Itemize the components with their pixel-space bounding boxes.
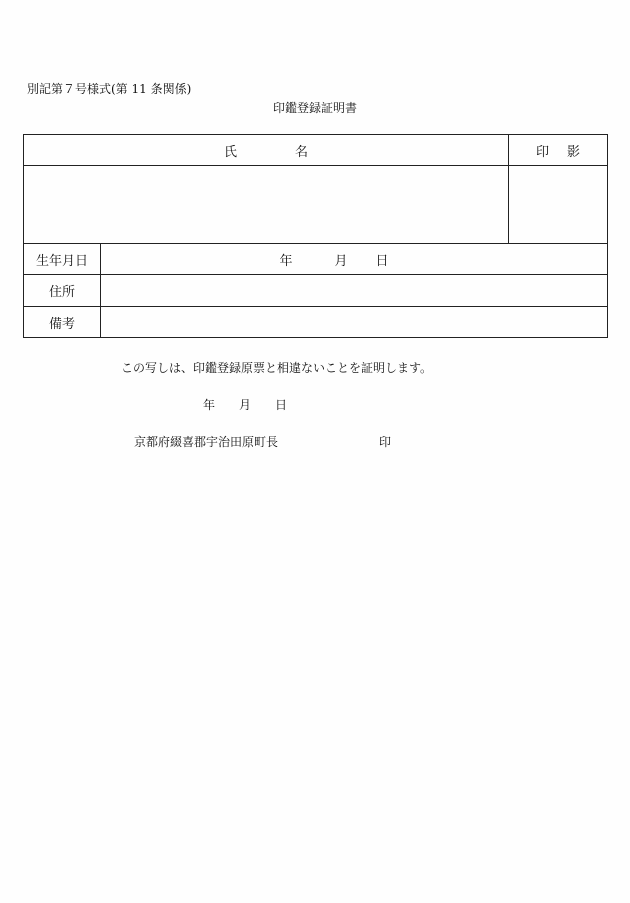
name-header bbox=[24, 135, 509, 166]
address-row bbox=[24, 275, 608, 307]
birth-day-label: 日 bbox=[375, 253, 389, 269]
seal-header-char2: 影 bbox=[567, 144, 581, 160]
form-reference: 別記第７号様式(第 11 条関係) bbox=[27, 82, 192, 96]
seal-header bbox=[509, 135, 608, 166]
issue-month-label: 月 bbox=[239, 398, 252, 412]
issue-day-label: 日 bbox=[275, 398, 288, 412]
birth-year-label: 年 bbox=[279, 253, 293, 269]
registration-table bbox=[23, 134, 608, 338]
certification-text: この写しは、印鑑登録原票と相違ないことを証明します。 bbox=[121, 361, 433, 375]
issue-date bbox=[203, 396, 287, 413]
name-header-char2: 名 bbox=[295, 144, 309, 160]
issuer-seal-mark: 印 bbox=[379, 435, 392, 449]
seal-field[interactable] bbox=[509, 166, 608, 244]
name-row bbox=[24, 166, 608, 244]
issue-year-label: 年 bbox=[203, 398, 216, 412]
address-label: 住所 bbox=[24, 275, 101, 307]
name-field[interactable] bbox=[24, 166, 509, 244]
birth-date-field[interactable] bbox=[101, 244, 608, 275]
seal-header-char1: 印 bbox=[535, 144, 549, 160]
header-row bbox=[24, 135, 608, 166]
remarks-row bbox=[24, 307, 608, 338]
remarks-field[interactable] bbox=[101, 307, 608, 338]
birth-label: 生年月日 bbox=[24, 244, 101, 275]
name-header-char1: 氏 bbox=[223, 144, 237, 160]
issuer-name: 京都府綴喜郡宇治田原町長 bbox=[134, 435, 279, 449]
birth-row bbox=[24, 244, 608, 275]
document-title: 印鑑登録証明書 bbox=[272, 101, 357, 115]
address-field[interactable] bbox=[101, 275, 608, 307]
birth-month-label: 月 bbox=[334, 253, 348, 269]
remarks-label: 備考 bbox=[24, 307, 101, 338]
